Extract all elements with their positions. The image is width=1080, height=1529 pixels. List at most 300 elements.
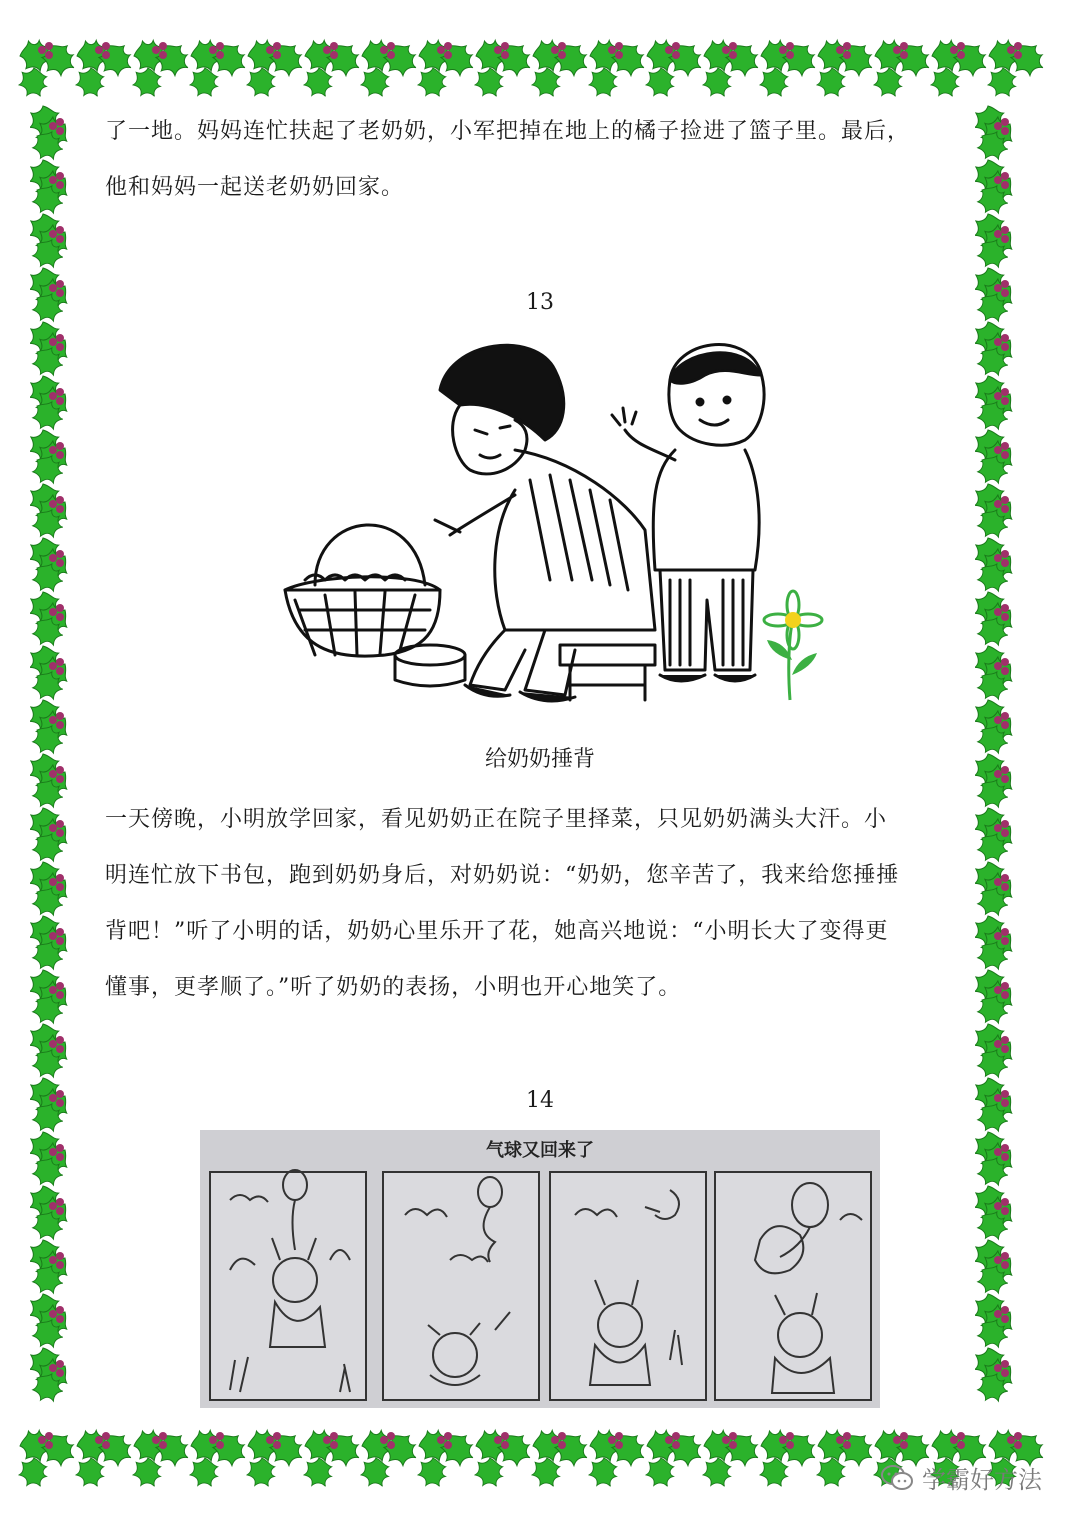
holly-motif [975,155,1019,218]
holly-berry [49,608,57,616]
holly-motif [975,749,1019,812]
holly-berry [49,770,57,778]
holly-berry [1001,343,1009,351]
holly-berry [216,42,224,50]
holly-berry [49,1202,57,1210]
holly-berry [1007,46,1015,54]
holly-motif [30,425,74,488]
holly-leaf [129,1455,166,1492]
holly-motif [30,1019,74,1082]
holly-berry [1001,883,1009,891]
holly-berry [779,46,787,54]
holly-berry [957,42,965,50]
holly-motif [30,641,74,704]
holly-berry [501,42,509,50]
holly-berry [843,42,851,50]
holly-leaf [585,1455,622,1492]
holly-motif [30,371,74,434]
holly-berry [56,559,64,567]
holly-berry [994,662,1002,670]
holly-berry [56,1099,64,1107]
holly-motif [528,1423,595,1491]
holly-motif [30,1343,74,1406]
holly-leaf [699,1455,736,1492]
text-line: 背吧！”听了小明的话，奶奶心里乐开了花，她高兴地说：“小明长大了变得更 [105,919,889,944]
holly-berry [49,1256,57,1264]
holly-berry [49,1148,57,1156]
holly-berry [56,991,64,999]
holly-berry [994,392,1002,400]
holly-berry [56,1207,64,1215]
holly-berry [672,51,680,59]
holly-berry [49,500,57,508]
holly-berry [900,51,908,59]
holly-border-right [975,96,1055,1426]
holly-berry [994,1040,1002,1048]
holly-motif [975,263,1019,326]
holly-berry [56,496,64,504]
holly-berry [672,1432,680,1440]
holly-motif [756,1423,823,1491]
holly-berry [56,388,64,396]
holly-berry [672,42,680,50]
holly-motif [975,1343,1019,1406]
holly-berry [56,127,64,135]
holly-berry [56,1036,64,1044]
holly-berry [216,1432,224,1440]
holly-motif [975,587,1019,650]
holly-berry [330,42,338,50]
holly-berry [56,226,64,234]
holly-berry [729,1432,737,1440]
holly-berry [1001,127,1009,135]
holly-motif [984,33,1051,101]
illustration-caption: 给奶奶捶背 [484,747,595,772]
holly-berry [45,51,53,59]
holly-berry [56,451,64,459]
holly-leaf [642,1455,679,1492]
holly-berry [49,1040,57,1048]
holly-motif [975,1181,1019,1244]
holly-berry [558,42,566,50]
holly-motif [975,1127,1019,1190]
holly-motif [186,1423,253,1491]
holly-berry [1001,280,1009,288]
holly-berry [330,1441,338,1449]
holly-berry [779,1436,787,1444]
holly-berry [56,604,64,612]
holly-berry [387,1441,395,1449]
holly-motif [30,155,74,218]
holly-motif [471,1423,538,1491]
holly-berry [615,51,623,59]
holly-berry [56,766,64,774]
holly-berry [994,176,1002,184]
holly-berry [56,1144,64,1152]
holly-leaf [528,1455,565,1492]
holly-berry [56,118,64,126]
holly-berry [1001,397,1009,405]
holly-motif [975,209,1019,272]
holly-berry [729,51,737,59]
holly-berry [49,284,57,292]
holly-berry [558,51,566,59]
holly-berry [1001,1099,1009,1107]
holly-berry [1001,1090,1009,1098]
story-paragraph-13 [105,792,975,1016]
holly-berry [380,46,388,54]
text-line: 一天傍晚，小明放学回家，看见奶奶正在院子里择菜，只见奶奶满头大汗。小 [105,807,888,832]
holly-berry [1001,613,1009,621]
holly-motif [129,33,196,101]
holly-berry [501,1441,509,1449]
holly-motif [357,33,424,101]
holly-motif [975,317,1019,380]
holly-berry [1001,937,1009,945]
holly-berry [56,505,64,513]
holly-berry [1001,496,1009,504]
holly-leaf [813,1455,850,1492]
holly-berry [501,1432,509,1440]
holly-berry [608,46,616,54]
holly-berry [950,46,958,54]
holly-berry [558,1432,566,1440]
holly-motif [30,965,74,1028]
holly-berry [1001,982,1009,990]
holly-leaf [813,65,850,102]
holly-berry [56,874,64,882]
holly-berry [56,289,64,297]
holly-berry [56,1045,64,1053]
holly-berry [836,46,844,54]
holly-berry [722,46,730,54]
holly-berry [551,46,559,54]
holly-berry [1001,820,1009,828]
holly-leaf [528,65,565,102]
holly-border-top [0,28,1080,108]
holly-berry [49,716,57,724]
holly-motif [699,33,766,101]
holly-berry [49,338,57,346]
holly-motif [357,1423,424,1491]
holly-berry [56,820,64,828]
holly-berry [49,446,57,454]
holly-berry [1001,1360,1009,1368]
holly-berry [1001,388,1009,396]
holly-motif [975,857,1019,920]
holly-motif [414,1423,481,1491]
holly-berry [273,1432,281,1440]
holly-motif [975,1073,1019,1136]
holly-berry [444,1432,452,1440]
holly-leaf [357,65,394,102]
holly-berry [56,181,64,189]
holly-berry [994,1364,1002,1372]
holly-berry [56,442,64,450]
holly-berry [1001,829,1009,837]
holly-berry [893,46,901,54]
holly-berry [209,46,217,54]
holly-motif [471,33,538,101]
holly-leaf [186,65,223,102]
holly-motif [300,33,367,101]
holly-motif [813,33,880,101]
holly-berry [1001,928,1009,936]
holly-motif [243,33,310,101]
holly-berry [1001,658,1009,666]
holly-berry [45,1441,53,1449]
holly-berry [49,932,57,940]
holly-berry [49,392,57,400]
holly-berry [56,1315,64,1323]
holly-berry [56,712,64,720]
holly-berry [900,1441,908,1449]
holly-berry [102,42,110,50]
holly-berry [1001,1207,1009,1215]
holly-motif [585,33,652,101]
holly-berry [437,1436,445,1444]
holly-leaf [243,65,280,102]
holly-motif [975,425,1019,488]
holly-berry [49,1364,57,1372]
holly-berry [1014,1432,1022,1440]
holly-berry [994,500,1002,508]
holly-motif [30,911,74,974]
holly-berry [266,1436,274,1444]
text-line: 他和妈妈一起送老奶奶回家。 [105,175,405,200]
balloon-comic-strip [200,1130,880,1408]
holly-berry [266,46,274,54]
holly-berry [994,230,1002,238]
holly-berry [665,46,673,54]
holly-leaf [300,1455,337,1492]
holly-berry [994,554,1002,562]
holly-berry [1001,766,1009,774]
text-line: 明连忙放下书包，跑到奶奶身后，对奶奶说：“奶奶，您辛苦了，我来给您捶捶 [105,863,900,888]
comic-title: 气球又回来了 [486,1140,594,1161]
holly-leaf [585,65,622,102]
holly-berry [994,932,1002,940]
holly-leaf [72,1455,109,1492]
holly-berry [323,1436,331,1444]
holly-motif [30,533,74,596]
holly-berry [38,1436,46,1444]
holly-leaf [357,1455,394,1492]
holly-berry [900,42,908,50]
holly-berry [1001,505,1009,513]
holly-berry [1001,1144,1009,1152]
holly-motif [30,1235,74,1298]
holly-motif [870,33,937,101]
holly-motif [72,33,139,101]
holly-berry [494,1436,502,1444]
holly-berry [49,122,57,130]
holly-motif [975,1019,1019,1082]
holly-motif [585,1423,652,1491]
holly-berry [994,716,1002,724]
holly-berry [1001,1045,1009,1053]
holly-berry [49,176,57,184]
holly-berry [49,662,57,670]
holly-berry [672,1441,680,1449]
holly-motif [30,695,74,758]
holly-motif [15,33,82,101]
holly-berry [1001,1315,1009,1323]
holly-motif [975,803,1019,866]
holly-motif [699,1423,766,1491]
holly-berry [49,230,57,238]
holly-leaf [642,65,679,102]
holly-leaf [471,65,508,102]
holly-berry [994,824,1002,832]
holly-berry [722,1436,730,1444]
holly-berry [1001,667,1009,675]
holly-berry [330,51,338,59]
holly-berry [1007,1436,1015,1444]
watermark [880,1460,1042,1495]
text-line: 懂事，更孝顺了。”听了奶奶的表扬，小明也开心地笑了。 [105,975,682,1000]
holly-motif [30,1181,74,1244]
holly-berry [957,1441,965,1449]
holly-motif [72,1423,139,1491]
grandma-back-rub-illustration [275,330,835,720]
holly-berry [729,1441,737,1449]
holly-berry [957,1432,965,1440]
holly-motif [975,371,1019,434]
holly-berry [95,1436,103,1444]
wechat-icon [880,1464,914,1492]
holly-motif [975,1235,1019,1298]
holly-berry [950,1436,958,1444]
text-line: 了一地。妈妈连忙扶起了老奶奶，小军把掉在地上的橘子捡进了篮子里。最后， [105,119,911,144]
holly-berry [444,51,452,59]
holly-berry [994,284,1002,292]
holly-berry [1001,604,1009,612]
holly-motif [30,1289,74,1352]
holly-berry [994,986,1002,994]
holly-berry [380,1436,388,1444]
holly-berry [444,1441,452,1449]
holly-berry [49,878,57,886]
holly-motif [30,1073,74,1136]
holly-berry [786,1441,794,1449]
holly-motif [186,33,253,101]
holly-leaf [186,1455,223,1492]
holly-berry [994,1094,1002,1102]
holly-leaf [927,65,964,102]
holly-berry [45,42,53,50]
holly-berry [56,280,64,288]
holly-berry [1001,1369,1009,1377]
holly-berry [159,1432,167,1440]
holly-berry [786,42,794,50]
holly-berry [994,338,1002,346]
holly-berry [608,1436,616,1444]
holly-berry [56,667,64,675]
holly-berry [56,1261,64,1269]
holly-leaf [129,65,166,102]
holly-berry [56,397,64,405]
holly-berry [786,51,794,59]
holly-motif [15,1423,82,1491]
holly-berry [994,1256,1002,1264]
holly-berry [56,1198,64,1206]
holly-berry [56,982,64,990]
holly-berry [102,1432,110,1440]
holly-motif [975,965,1019,1028]
holly-berry [1001,1261,1009,1269]
holly-berry [56,883,64,891]
holly-berry [551,1436,559,1444]
holly-berry [49,554,57,562]
story-paragraph-12-end [105,104,975,216]
holly-berry [102,51,110,59]
holly-berry [615,42,623,50]
holly-berry [994,770,1002,778]
holly-berry [273,51,281,59]
holly-berry [1001,118,1009,126]
holly-berry [615,1432,623,1440]
holly-berry [665,1436,673,1444]
holly-berry [994,122,1002,130]
holly-motif [30,101,74,164]
holly-berry [152,1436,160,1444]
holly-berry [786,1432,794,1440]
holly-berry [1014,51,1022,59]
holly-motif [30,749,74,812]
holly-berry [56,550,64,558]
holly-berry [994,446,1002,454]
holly-berry [1001,226,1009,234]
holly-berry [159,42,167,50]
holly-berry [1001,334,1009,342]
holly-berry [102,1441,110,1449]
holly-leaf [756,1455,793,1492]
holly-border-left [30,96,110,1426]
holly-motif [642,33,709,101]
holly-berry [1001,451,1009,459]
holly-leaf [15,1455,52,1492]
holly-leaf [699,65,736,102]
holly-motif [30,1127,74,1190]
holly-berry [1001,1153,1009,1161]
holly-motif [975,911,1019,974]
holly-berry [1001,550,1009,558]
holly-berry [56,613,64,621]
holly-berry [1001,1252,1009,1260]
holly-berry [56,1306,64,1314]
holly-berry [209,1436,217,1444]
holly-berry [1014,1441,1022,1449]
holly-motif [975,1289,1019,1352]
holly-berry [323,46,331,54]
holly-berry [49,824,57,832]
section-number-13: 13 [526,290,554,315]
holly-berry [843,51,851,59]
holly-berry [56,937,64,945]
holly-motif [927,33,994,101]
holly-berry [836,1436,844,1444]
holly-berry [994,608,1002,616]
holly-berry [56,721,64,729]
holly-berry [159,51,167,59]
holly-motif [30,209,74,272]
holly-leaf [414,65,451,102]
holly-berry [387,51,395,59]
holly-berry [387,42,395,50]
holly-berry [56,829,64,837]
holly-berry [216,1441,224,1449]
